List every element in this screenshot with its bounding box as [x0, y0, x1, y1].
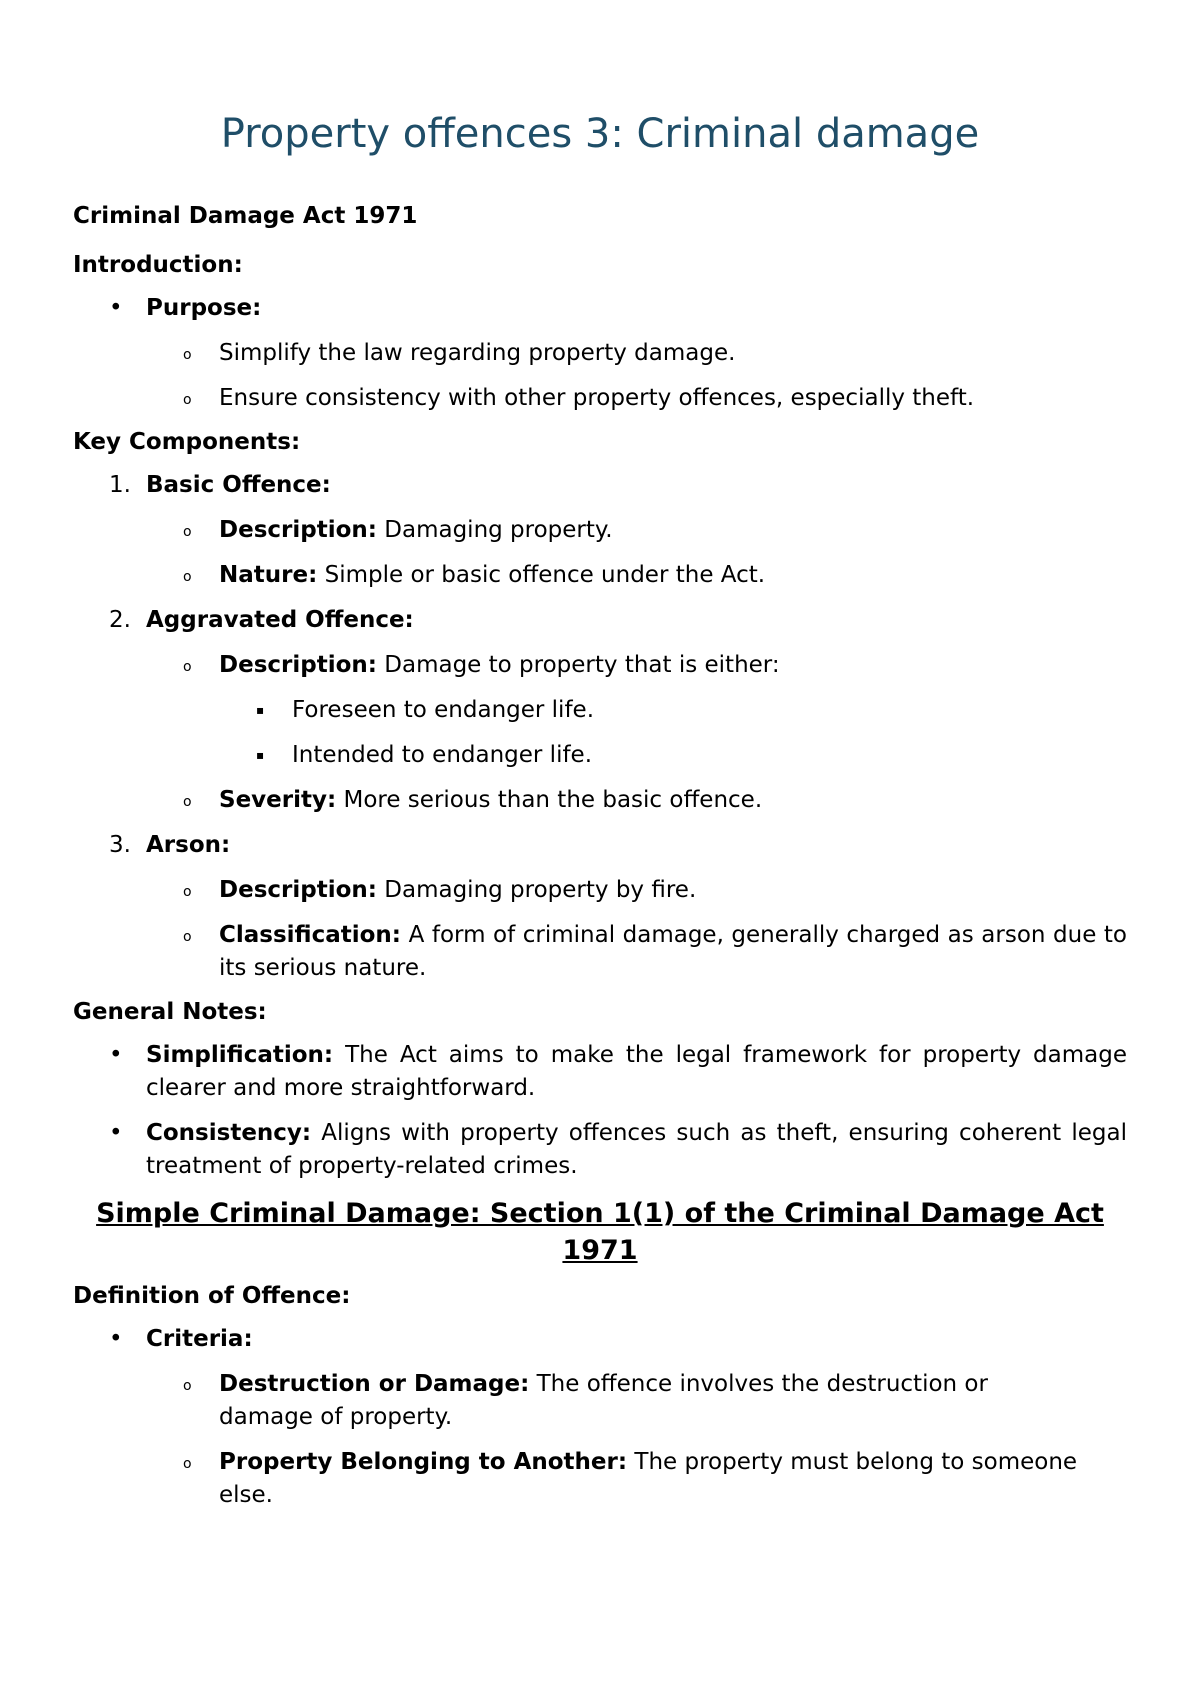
general-notes-heading: General Notes:: [73, 999, 267, 1025]
section-title: Simple Criminal Damage: Section 1(1) of the Criminal Damage Act 1971: [96, 1198, 1104, 1266]
purpose-text: Simplify the law regarding property damage.: [219, 340, 736, 366]
key-components-heading: Key Components:: [73, 429, 301, 455]
circle-marker: o: [183, 347, 192, 363]
act-heading: Criminal Damage Act 1971: [73, 203, 418, 229]
description-text: Damaging property.: [376, 517, 613, 543]
severity-label: Severity:: [219, 787, 337, 813]
criteria-label: Criteria:: [146, 1326, 253, 1352]
consistency-item: [73, 1117, 1127, 1183]
circle-marker: o: [183, 569, 192, 585]
aggravated-subitem-text: Foreseen to endanger life.: [292, 697, 595, 723]
purpose-subitem: [73, 382, 1127, 415]
description-text: Damage to property that is either:: [376, 652, 780, 678]
basic-offence-item: [73, 469, 1127, 502]
basic-description-item: [73, 514, 1127, 547]
classification-label: Classification:: [219, 922, 402, 948]
description-label: Description:: [219, 877, 377, 903]
nature-label: Nature:: [219, 562, 318, 588]
bullet-marker: •: [109, 295, 123, 321]
bullet-marker: •: [109, 1120, 123, 1146]
bullet-marker: •: [109, 1042, 123, 1068]
destruction-item: [73, 1368, 1127, 1434]
circle-marker: o: [183, 884, 192, 900]
circle-marker: o: [183, 929, 192, 945]
square-marker: ▪: [256, 748, 265, 762]
destruction-text: The offence involves the destruction or damage of property.: [219, 1371, 988, 1430]
aggravated-offence-label: Aggravated Offence:: [146, 607, 414, 633]
purpose-text: Ensure consistency with other property offences, especially theft.: [219, 385, 975, 411]
bullet-marker: •: [109, 1326, 123, 1352]
circle-marker: o: [183, 392, 192, 408]
belonging-item: [73, 1446, 1127, 1512]
aggravated-subitem-text: Intended to endanger life.: [292, 742, 593, 768]
circle-marker: o: [183, 659, 192, 675]
classification-text: A form of criminal damage, generally charged as arson due to its serious nature.: [219, 922, 1127, 981]
description-label: Description:: [219, 652, 377, 678]
description-label: Description:: [219, 517, 377, 543]
aggravated-offence-item: [73, 604, 1127, 637]
simplification-label: Simplification:: [146, 1042, 334, 1068]
circle-marker: o: [183, 794, 192, 810]
nature-text: Simple or basic offence under the Act.: [317, 562, 766, 588]
circle-marker: o: [183, 524, 192, 540]
number-marker: 2.: [109, 607, 131, 633]
square-marker: ▪: [256, 703, 265, 717]
page-title: Property offences 3: Criminal damage: [220, 111, 980, 157]
severity-text: More serious than the basic offence.: [336, 787, 763, 813]
purpose-subitem: [73, 337, 1127, 370]
circle-marker: o: [183, 1456, 192, 1472]
arson-label: Arson:: [146, 832, 231, 858]
simplification-item: [73, 1039, 1127, 1105]
aggravated-subitem: [73, 739, 1127, 772]
purpose-label: Purpose:: [146, 295, 262, 321]
circle-marker: o: [183, 1378, 192, 1394]
introduction-heading: Introduction:: [73, 252, 243, 278]
simplification-text: The Act aims to make the legal framework for property damage clearer and more straightforward.: [146, 1042, 1127, 1101]
aggravated-severity-item: [73, 784, 1127, 817]
basic-nature-item: [73, 559, 1127, 592]
basic-offence-label: Basic Offence:: [146, 472, 331, 498]
belonging-text: The property must belong to someone else.: [219, 1449, 1078, 1508]
aggravated-subitem: [73, 694, 1127, 727]
belonging-label: Property Belonging to Another:: [219, 1449, 628, 1475]
consistency-label: Consistency:: [146, 1120, 312, 1146]
purpose-item: [73, 292, 1127, 325]
destruction-label: Destruction or Damage:: [219, 1371, 530, 1397]
consistency-text: Aligns with property offences such as theft, ensuring coherent legal treatment of property-related crimes.: [146, 1120, 1127, 1179]
aggravated-description-item: [73, 649, 1127, 682]
arson-item: [73, 829, 1127, 862]
number-marker: 1.: [109, 472, 131, 498]
arson-description-item: [73, 874, 1127, 907]
criteria-item: [73, 1323, 1127, 1356]
definition-heading: Definition of Offence:: [73, 1283, 351, 1309]
description-text: Damaging property by fire.: [376, 877, 697, 903]
arson-classification-item: [73, 919, 1127, 985]
number-marker: 3.: [109, 832, 131, 858]
